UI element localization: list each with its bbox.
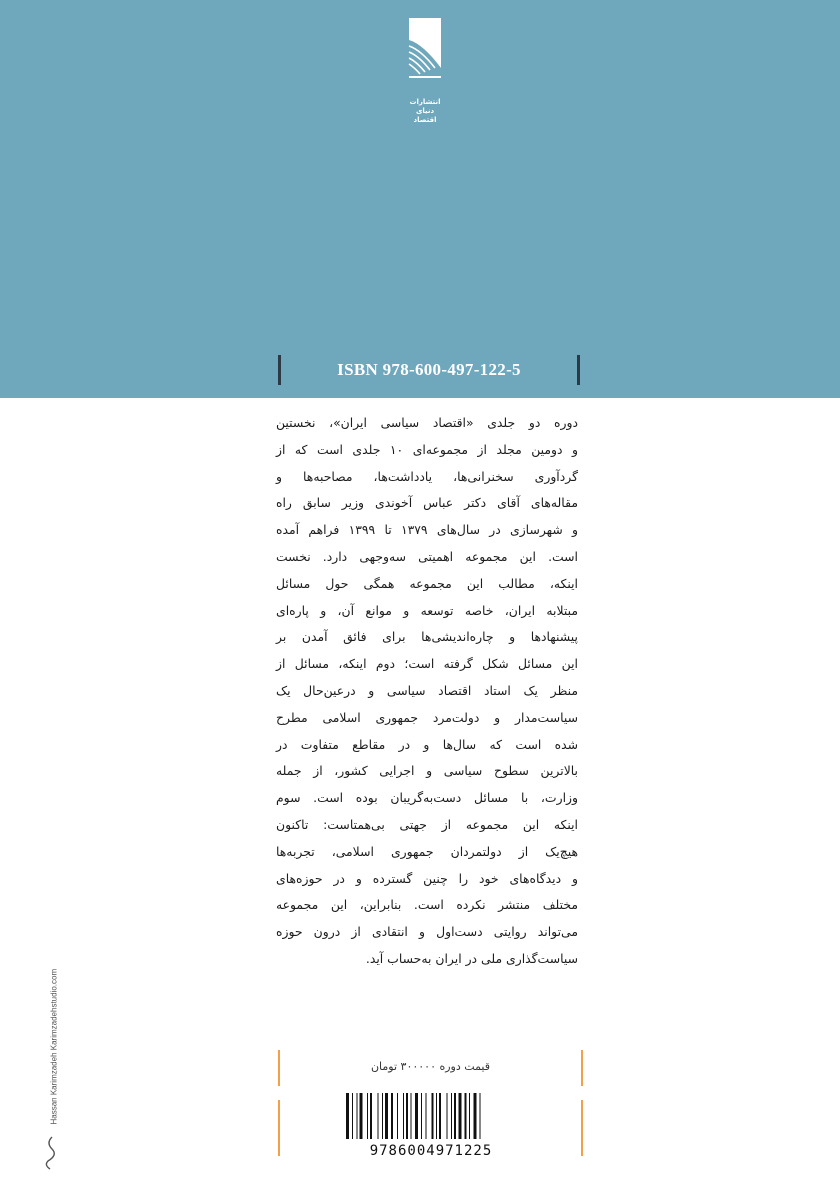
publisher-name-line2: دنیای اقتصاد	[413, 107, 437, 124]
designer-credit-text: Hassan Karimzadeh Karimzadehstudio.com	[49, 968, 59, 1125]
description-line: منظر یک استاد اقتصاد سیاسی و درعین‌حال یک	[276, 682, 578, 698]
description-line: وزارت، با مسائل دست‌به‌گریبان بوده است. سوم	[276, 790, 578, 806]
description-line: شده است که سال‌ها و در مقاطع متفاوت در	[276, 736, 578, 752]
description-line: این مسائل شکل گرفته است؛ دوم اینکه، مسائل از	[276, 656, 578, 672]
description-line: مختلف منتشر نکرده است. بنابراین، این مجموعه	[276, 897, 578, 913]
publisher-name	[405, 98, 445, 125]
description-line: پیشنهادها و چاره‌اندیشی‌ها برای فائق آمدن بر	[276, 629, 578, 645]
description-line: است. این مجموعه اهمیتی سه‌وجهی دارد. نخست	[276, 548, 578, 564]
price-right-tick	[581, 1050, 583, 1086]
description-line: و شهرسازی در سال‌های ۱۳۷۹ تا ۱۳۹۹ فراهم آمده	[276, 522, 578, 538]
designer-credit	[44, 935, 58, 1135]
isbn-right-bar	[577, 355, 580, 385]
open-book-pages-icon	[405, 18, 445, 96]
barcode-number: 9786004971225	[369, 1143, 493, 1159]
price-text: قیمت دوره ۳۰۰۰۰۰ تومان	[370, 1060, 491, 1073]
barcode	[340, 1093, 522, 1161]
description-line: گردآوری سخنرانی‌ها، یادداشت‌ها، مصاحبه‌ها و	[276, 468, 578, 484]
description-line: مقاله‌های آقای دکتر عباس آخوندی وزیر سابق راه	[276, 495, 578, 511]
book-description	[276, 410, 578, 973]
description-line: بالاترین سطوح سیاسی و اجرایی کشور، از جمله	[276, 763, 578, 779]
description-line: سیاست‌مدار و دولت‌مرد جمهوری اسلامی مطرح	[276, 709, 578, 725]
description-line: می‌تواند روایتی دست‌اول و انتقادی از درون حوزه	[276, 924, 578, 940]
isbn-text: ISBN 978-600-497-122-5	[337, 360, 521, 379]
barcode-left-tick	[278, 1100, 280, 1156]
description-line: هیچ‌یک از دولتمردان جمهوری اسلامی، تجربه‌ها	[276, 843, 578, 859]
isbn-row	[278, 355, 580, 389]
description-line: اینکه این مجموعه از جهتی بی‌همتاست: تاکنون	[276, 816, 578, 832]
description-line: دوره دو جلدی «اقتصاد سیاسی ایران»، نخستین	[276, 415, 578, 430]
description-line: مبتلابه ایران، خاصه توسعه و موانع آن، و پاره‌ای	[276, 602, 578, 618]
barcode-icon	[340, 1093, 522, 1143]
designer-signature-icon	[40, 1135, 62, 1171]
description-line: و دومین مجلد از مجموعه‌ای ۱۰ جلدی است که از	[276, 441, 578, 457]
description-line: سیاست‌گذاری ملی در ایران به‌حساب آید.	[365, 950, 578, 966]
publisher-name-line1: انتشارات	[409, 98, 441, 106]
description-line: و دیدگاه‌های خود را چنین گسترده و در حوزه‌های	[276, 870, 578, 886]
price-row	[278, 1050, 583, 1092]
description-line: اینکه، مطالب این مجموعه همگی حول مسائل	[276, 575, 578, 591]
publisher-logo	[405, 18, 445, 128]
barcode-right-tick	[581, 1100, 583, 1156]
cover-top-band	[0, 0, 840, 398]
